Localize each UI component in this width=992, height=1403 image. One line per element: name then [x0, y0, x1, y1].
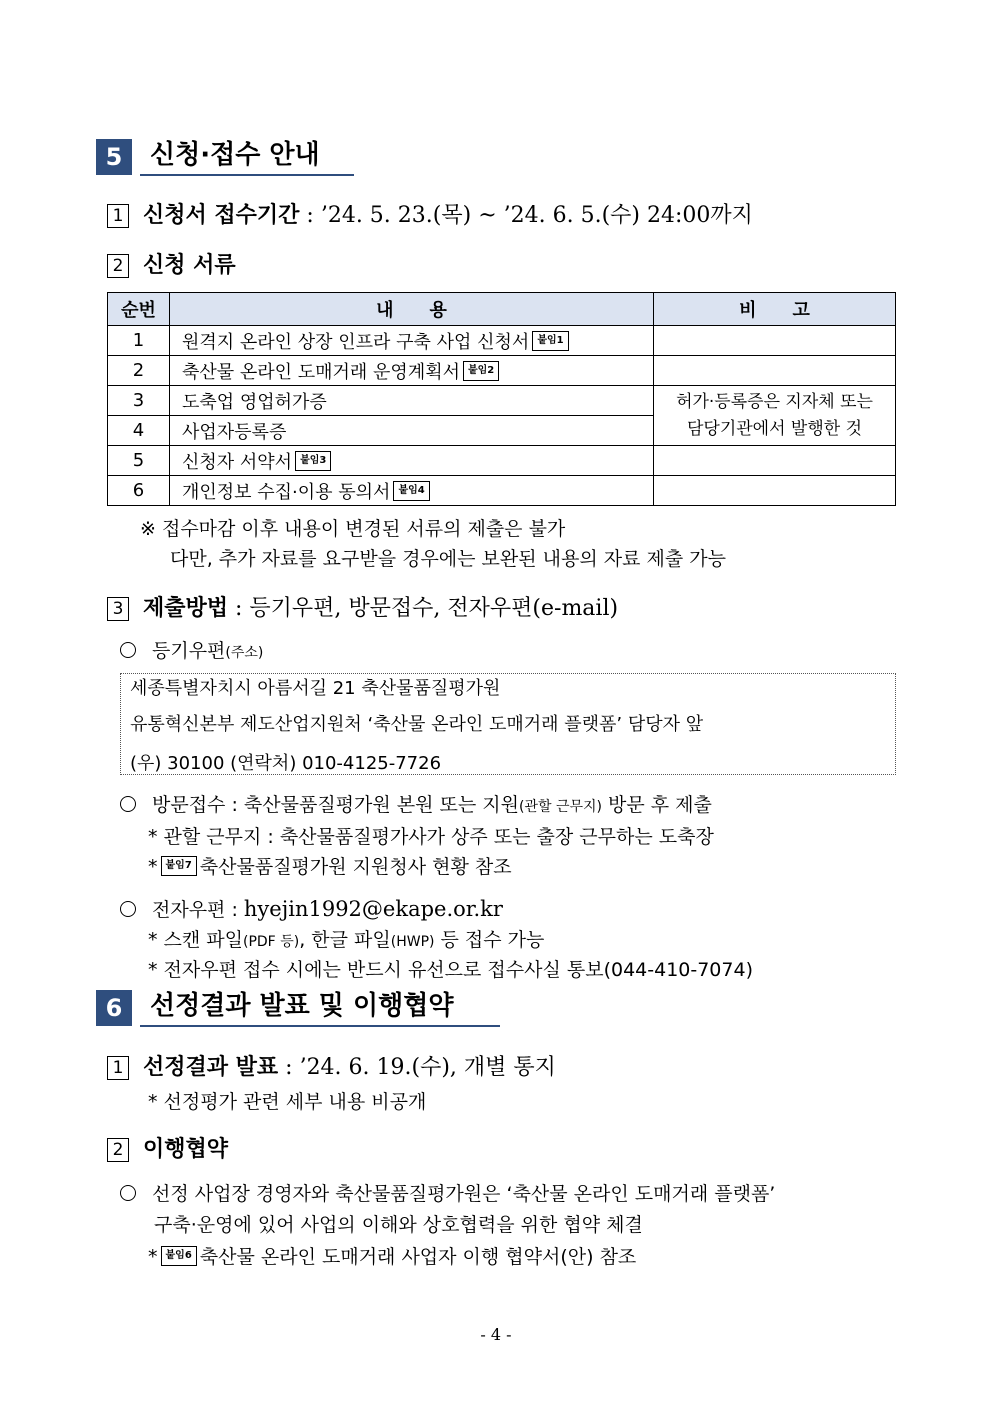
visit-note-text: 축산물품질평가원 지원청사 현황 참조 [199, 856, 512, 878]
item-number-box: 2 [107, 1138, 129, 1162]
row-content [170, 326, 654, 356]
attachment-badge: 붙임2 [463, 361, 499, 381]
agreement-label: 이행협약 [143, 1137, 229, 1162]
note-text: , 한글 파일 [299, 929, 391, 951]
period-value: : ’24. 5. 23.(목) ~ ’24. 6. 5.(수) 24:00까지 [299, 203, 753, 228]
row-content [170, 446, 654, 476]
period-line [107, 201, 753, 231]
header-no: 순번 [108, 293, 170, 326]
visit-subtext: (관할 근무지) [518, 799, 602, 815]
agreement-note-text: 축산물 온라인 도매거래 사업자 이행 협약서(안) 참조 [199, 1246, 637, 1268]
note-line: 담당기관에서 발행한 것 [686, 418, 863, 439]
row-note [654, 476, 896, 506]
section-6-underline [140, 1025, 500, 1027]
row-note [654, 356, 896, 386]
row-no: 1 [108, 326, 170, 356]
section-6-number: 6 [96, 990, 132, 1026]
row-text: 축산물 온라인 도매거래 운영계획서 [182, 361, 460, 383]
circle-bullet-icon [120, 796, 136, 812]
attachment-badge: 붙임7 [161, 856, 197, 876]
result-line [107, 1053, 556, 1083]
documents-label: 신청 서류 [143, 253, 236, 278]
row-note-merged [654, 386, 896, 446]
result-label: 선정결과 발표 [143, 1055, 279, 1080]
table-row [108, 326, 896, 356]
circle-bullet-icon [120, 1185, 136, 1201]
item-number-box: 2 [107, 254, 129, 278]
note-subtext: (PDF 등) [243, 934, 300, 950]
visit-text-end: 방문 후 제출 [601, 794, 712, 816]
row-content [170, 356, 654, 386]
table-row [108, 386, 896, 416]
table-row [108, 446, 896, 476]
email-note-2: * 전자우편 접수 시에는 반드시 유선으로 접수사실 통보(044-410-7074) [148, 959, 753, 981]
mail-sublabel: (주소) [225, 645, 264, 661]
agreement-paragraph-2: 구축·운영에 있어 사업의 이해와 상호협력을 위한 협약 체결 [154, 1214, 643, 1236]
email-line [120, 895, 503, 924]
row-content [170, 416, 654, 446]
row-text: 도축업 영업허가증 [182, 391, 327, 413]
note-line-2: 다만, 추가 자료를 요구받을 경우에는 보완된 내용의 자료 제출 가능 [170, 548, 726, 570]
note-line: 허가·등록증은 지자체 또는 [676, 391, 873, 412]
row-no: 5 [108, 446, 170, 476]
agreement-text: 선정 사업장 경영자와 축산물품질평가원은 ‘축산물 온라인 도매거래 플랫폼’ [152, 1183, 776, 1205]
header-note: 비 고 [654, 293, 896, 326]
method-label: 제출방법 [143, 596, 229, 621]
section-6-title: 선정결과 발표 및 이행협약 [150, 991, 454, 1021]
row-content [170, 476, 654, 506]
section-5-underline [140, 174, 354, 176]
visit-text: 방문접수 : 축산물품질평가원 본원 또는 지원 [152, 794, 519, 816]
attachment-badge: 붙임6 [161, 1246, 197, 1266]
email-note-1 [148, 926, 544, 956]
email-address: hyejin1992@ekape.or.kr [243, 897, 503, 921]
address-line-2: 유통혁신본부 제도산업지원처 ‘축산물 온라인 도매거래 플랫폼’ 담당자 앞 [130, 714, 704, 735]
item-number-box: 1 [107, 204, 129, 228]
circle-bullet-icon [120, 901, 136, 917]
row-no: 3 [108, 386, 170, 416]
row-content [170, 386, 654, 416]
address-box [120, 673, 896, 775]
period-label: 신청서 접수기간 [143, 203, 300, 228]
documents-heading [107, 251, 236, 281]
item-number-box: 1 [107, 1056, 129, 1080]
row-no: 6 [108, 476, 170, 506]
row-text: 원격지 온라인 상장 인프라 구축 사업 신청서 [182, 331, 530, 353]
agreement-heading [107, 1135, 228, 1165]
section-5-title: 신청·접수 안내 [150, 140, 320, 170]
method-line [107, 594, 618, 624]
row-text: 신청자 서약서 [182, 451, 293, 473]
attachment-badge: 붙임3 [295, 451, 331, 471]
result-note: * 선정평가 관련 세부 내용 비공개 [148, 1091, 427, 1113]
asterisk: * [148, 1246, 158, 1268]
row-no: 2 [108, 356, 170, 386]
page-number: - 4 - [480, 1325, 512, 1344]
visit-line [120, 791, 712, 821]
table-row [108, 476, 896, 506]
attachment-badge: 붙임1 [532, 331, 568, 351]
row-text: 사업자등록증 [182, 421, 287, 443]
row-note [654, 326, 896, 356]
row-text: 개인정보 수집·이용 동의서 [182, 481, 391, 503]
method-value: : 등기우편, 방문접수, 전자우편(e-mail) [228, 596, 619, 621]
table-header-row [108, 293, 896, 326]
result-value: : ’24. 6. 19.(수), 개별 통지 [278, 1055, 556, 1080]
note-line-1: ※ 접수마감 이후 내용이 변경된 서류의 제출은 불가 [140, 518, 566, 540]
agreement-note [148, 1243, 636, 1271]
mail-heading [120, 637, 263, 667]
table-row [108, 356, 896, 386]
row-no: 4 [108, 416, 170, 446]
row-note [654, 446, 896, 476]
documents-table [107, 292, 896, 506]
address-line-1: 세종특별자치시 아름서길 21 축산물품질평가원 [130, 678, 501, 699]
header-content: 내 용 [170, 293, 654, 326]
circle-bullet-icon [120, 642, 136, 658]
address-line-3: (우) 30100 (연락처) 010-4125-7726 [130, 753, 442, 774]
mail-label: 등기우편 [152, 640, 226, 662]
visit-note-2 [148, 853, 512, 881]
email-label: 전자우편 : [152, 899, 244, 921]
note-text: 등 접수 가능 [434, 929, 545, 951]
visit-note-1: * 관할 근무지 : 축산물품질평가사가 상주 또는 출장 근무하는 도축장 [148, 826, 714, 848]
note-text: * 스캔 파일 [148, 929, 243, 951]
note-subtext: (HWP) [390, 934, 435, 950]
agreement-paragraph-1 [120, 1180, 775, 1208]
asterisk: * [148, 856, 158, 878]
item-number-box: 3 [107, 597, 129, 621]
attachment-badge: 붙임4 [393, 481, 429, 501]
section-5-number: 5 [96, 139, 132, 175]
